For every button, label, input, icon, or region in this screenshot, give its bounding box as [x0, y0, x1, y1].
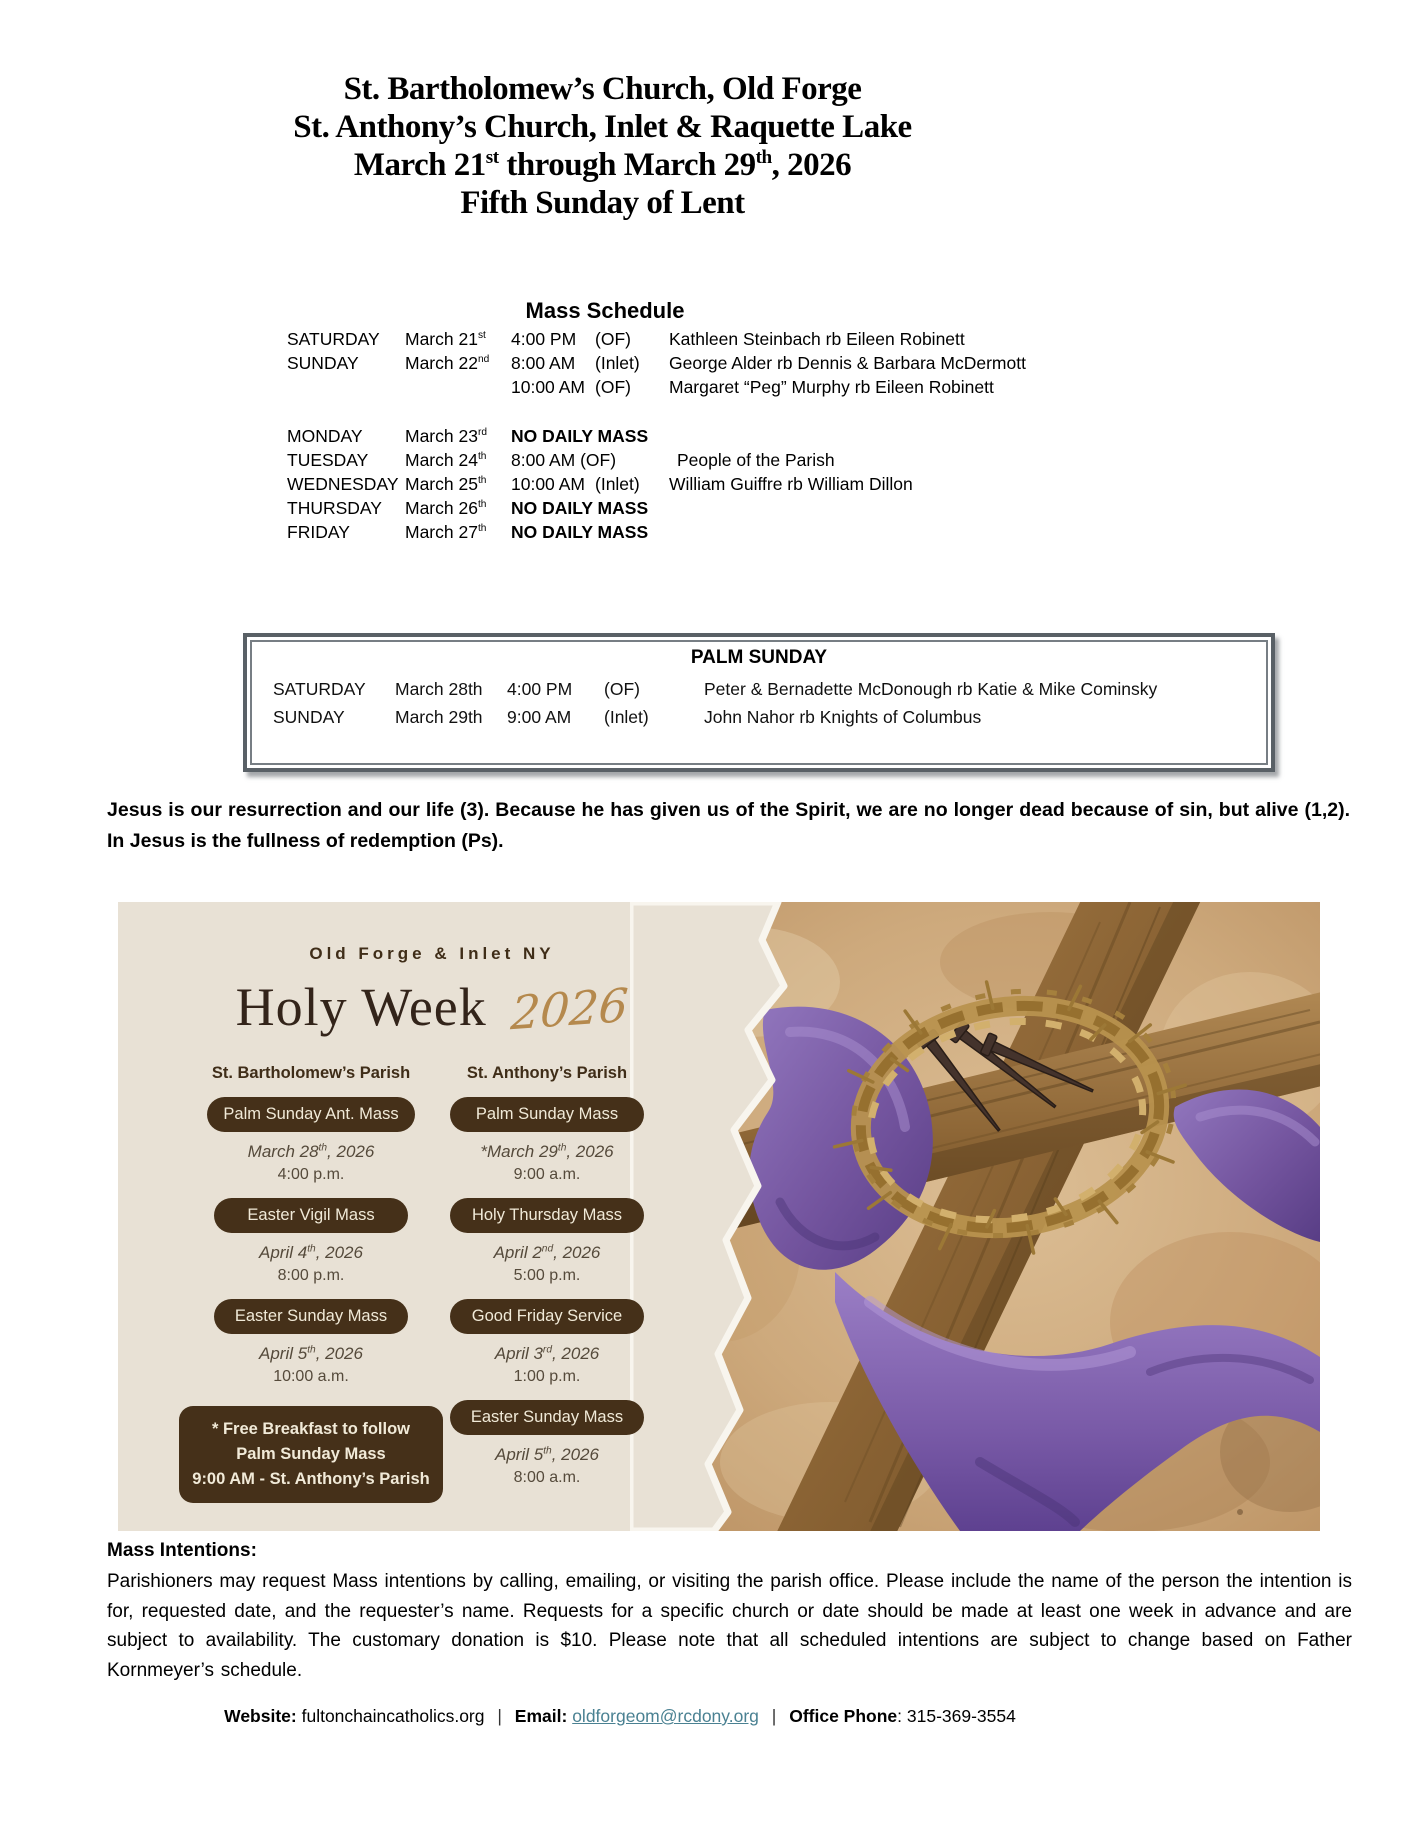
palm-sunday-box — [243, 633, 1275, 772]
mass-badge: Easter Sunday Mass — [450, 1400, 644, 1435]
mass-badge: Palm Sunday Ant. Mass — [207, 1097, 414, 1132]
holy-week-graphic — [118, 902, 1320, 1531]
mass-date: April 2nd, 2026 — [493, 1243, 601, 1262]
holy-week-title-text: Holy Week — [235, 977, 487, 1037]
holy-week-location: Old Forge & Inlet NY — [309, 944, 555, 963]
email-link[interactable]: oldforgeom@rcdony.org — [572, 1706, 759, 1726]
mass-date: *March 29th, 2026 — [480, 1142, 614, 1161]
email-label: Email: — [514, 1706, 568, 1726]
palm-sunday-heading: PALM SUNDAY — [690, 647, 828, 668]
mass-date: April 3rd, 2026 — [494, 1344, 600, 1363]
mass-date: March 28th, 2026 — [247, 1142, 375, 1161]
mass-badge: Palm Sunday Mass — [450, 1097, 644, 1132]
mass-schedule-table — [287, 327, 1026, 544]
table-row: 10:00 AM (OF) Margaret “Peg” Murphy rb Eileen Robinett — [511, 377, 994, 397]
phone-label: Office Phone — [789, 1706, 898, 1726]
parish-column-header: St. Anthony’s Parish — [466, 1064, 628, 1082]
list-item — [176, 1299, 446, 1386]
table-row: FRIDAY March 27th NO DAILY MASS — [287, 522, 649, 542]
table-row: THURSDAY March 26th NO DAILY MASS — [287, 498, 649, 518]
parish-column-header: St. Bartholomew’s Parish — [211, 1064, 411, 1082]
list-item — [416, 1299, 678, 1386]
mass-schedule-heading: Mass Schedule — [525, 298, 685, 323]
table-row: SATURDAY March 21st 4:00 PM (OF) Kathleen Steinbach rb Eileen Robinett — [287, 329, 965, 349]
mass-time: 9:00 a.m. — [513, 1166, 581, 1183]
mass-time: 10:00 a.m. — [273, 1368, 349, 1385]
mass-time: 4:00 p.m. — [277, 1166, 345, 1183]
mass-badge: Holy Thursday Mass — [450, 1198, 644, 1233]
table-row: SUNDAY March 22nd 8:00 AM (Inlet) George Alder rb Dennis & Barbara McDermott — [287, 353, 1026, 373]
table-row: WEDNESDAY March 25th 10:00 AM (Inlet) William Guiffre rb William Dillon — [287, 474, 913, 494]
mass-date: April 5th, 2026 — [259, 1344, 363, 1363]
list-item — [416, 1198, 678, 1285]
website-label: Website: — [224, 1706, 297, 1726]
mass-time: 8:00 a.m. — [513, 1469, 581, 1486]
mass-badge: Easter Vigil Mass — [214, 1198, 408, 1233]
table-row: SUNDAY March 29th 9:00 AM (Inlet) John Nahor rb Knights of Columbus — [273, 707, 982, 727]
contact-footer — [0, 1706, 1240, 1727]
divider: | — [497, 1706, 502, 1726]
mass-intentions-body: Parishioners may request Mass intentions by calling, emailing, or visiting the parish office. Please include the name of the person the intention is for, requested date, and the requester’s name. Requests for a specific church or date should be made at least one week in advance and are subject to availability. The customary donation is $10. Please note that all scheduled intentions are subject to change based on Father Kornmeyer’s schedule. — [107, 1571, 1352, 1681]
mass-intentions-heading: Mass Intentions: — [107, 1540, 257, 1561]
mass-badge: Easter Sunday Mass — [214, 1299, 408, 1334]
mass-date: April 4th, 2026 — [259, 1243, 363, 1262]
website-value: fultonchaincatholics.org — [301, 1706, 485, 1726]
free-breakfast-note: * Free Breakfast to follow Palm Sunday Mass 9:00 AM - St. Anthony’s Parish — [179, 1406, 443, 1503]
parish-column-st-bartholomews — [176, 1064, 446, 1503]
mass-intentions-section — [107, 1538, 1352, 1685]
mass-badge: Good Friday Service — [450, 1299, 644, 1334]
title-line-4: Fifth Sunday of Lent — [460, 185, 745, 221]
mass-time: 8:00 p.m. — [277, 1267, 345, 1284]
list-item — [176, 1198, 446, 1285]
table-row: MONDAY March 23rd NO DAILY MASS — [287, 426, 649, 446]
phone-value: : 315-369-3554 — [897, 1706, 1016, 1726]
divider: | — [771, 1706, 777, 1726]
parish-column-st-anthonys — [416, 1064, 678, 1501]
list-item — [176, 1097, 446, 1184]
table-row: TUESDAY March 24th 8:00 AM (OF) People of the Parish — [287, 450, 835, 470]
holy-week-year: 2026 — [509, 977, 631, 1041]
list-item — [416, 1400, 678, 1487]
page-title — [0, 70, 1205, 222]
table-row: SATURDAY March 28th 4:00 PM (OF) Peter & Bernadette McDonough rb Katie & Mike Cominsky — [273, 679, 1158, 699]
title-line-3: March 21st through March 29th, 2026 — [353, 147, 852, 183]
title-line-2: St. Anthony’s Church, Inlet & Raquette Lake — [293, 109, 912, 145]
mass-time: 5:00 p.m. — [513, 1267, 581, 1284]
title-line-1: St. Bartholomew’s Church, Old Forge — [343, 71, 862, 107]
list-item — [416, 1097, 678, 1184]
reflection-paragraph: Jesus is our resurrection and our life (3). Because he has given us of the Spirit, we are no longer dead because of sin, but alive (1,2). In Jesus is the fullness of redemption (Ps). — [107, 799, 1350, 852]
mass-date: April 5th, 2026 — [495, 1445, 599, 1464]
holy-week-title — [118, 976, 746, 1041]
palm-sunday-rows — [247, 675, 1271, 731]
mass-time: 1:00 p.m. — [513, 1368, 581, 1385]
